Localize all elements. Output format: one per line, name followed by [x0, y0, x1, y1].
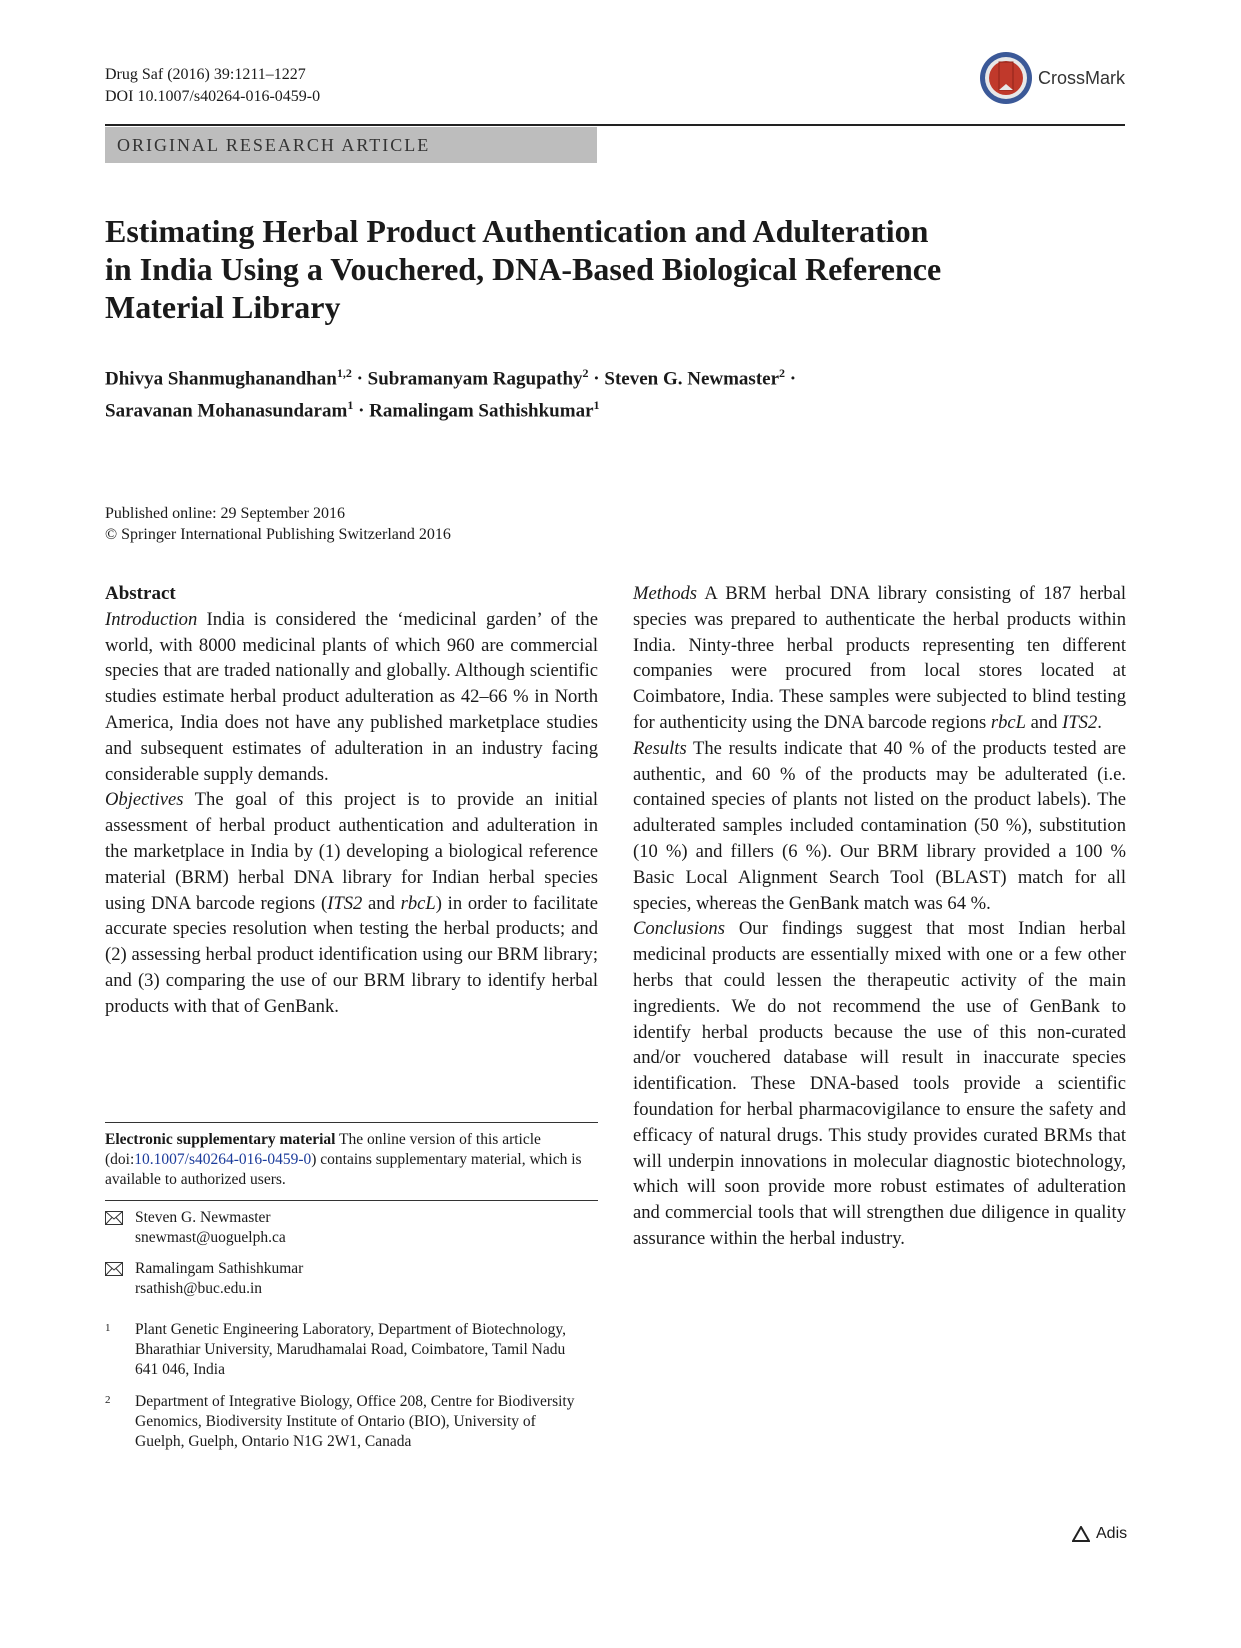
author-affiliation-sup: 1 [347, 398, 354, 413]
crossmark-badge[interactable] [978, 50, 1125, 106]
title-line: in India Using a Vouchered, DNA-Based Biological Reference [105, 251, 942, 287]
envelope-icon [105, 1262, 123, 1276]
article-type-banner: ORIGINAL RESEARCH ARTICLE [105, 127, 597, 163]
esm-text: The online version of this article (doi: [105, 1131, 541, 1168]
title-line: Material Library [105, 289, 341, 325]
affiliation [105, 1392, 585, 1452]
abstract-methods [633, 581, 1126, 736]
section-label: Objectives [105, 789, 184, 811]
publisher-name: Adis [1096, 1525, 1128, 1542]
gene-name: ITS2 [1062, 711, 1098, 733]
section-label: Introduction [105, 608, 198, 630]
contact-email[interactable]: snewmast@uoguelph.ca [135, 1229, 286, 1246]
abstract-right-column [633, 581, 1126, 1252]
corresponding-author [105, 1259, 598, 1299]
journal-line: Drug Saf (2016) 39:1211–1227 [105, 66, 306, 83]
abstract-heading: Abstract [105, 583, 176, 604]
section-label: Methods [633, 583, 698, 604]
crossmark-label: CrossMark [1038, 67, 1126, 88]
author-line-2 [105, 392, 1105, 424]
author-name[interactable]: Subramanyam Ragupathy [367, 368, 583, 390]
paper-title [105, 212, 1105, 326]
author-name[interactable]: Steven G. Newmaster [604, 368, 780, 390]
affiliation-text: Plant Genetic Engineering Laboratory, Department of Biotechnology, Bharathiar University, Marudhamalai Road, Coimbatore, Tamil Nadu 641 046, India [135, 1321, 566, 1378]
affiliation-text: Department of Integrative Biology, Office 208, Centre for Biodiversity Genomics, Biodiversity Institute of Ontario (BIO), University of Guelph, Guelph, Ontario N1G 2W1, Canada [135, 1393, 575, 1450]
abstract-conclusions [633, 916, 1126, 1251]
section-text: The results indicate that 40 % of the products tested are authentic, and 60 % of the products may be adulterated (i.e. contained species of plants not listed on the product labels). The adulterated samples included contamination (50 %), substitution (10 %) and fillers (6 %). Our BRM library provided a 100 % Basic Local Alignment Search Tool (BLAST) match for all species, whereas the GenBank match was 64 %. [633, 737, 1126, 914]
esm-label: Electronic supplementary material [105, 1131, 336, 1148]
author-list [105, 360, 1105, 425]
section-label: Results [633, 737, 687, 759]
supplementary-material-note [105, 1130, 598, 1190]
affiliation-number: 2 [105, 1394, 111, 1406]
gene-name: rbcL [990, 711, 1026, 733]
publisher-logo [1072, 1525, 1127, 1543]
author-name[interactable]: Saravanan Mohanasundaram [105, 400, 348, 422]
author-name[interactable]: Ramalingam Sathishkumar [369, 400, 594, 422]
corresponding-author [105, 1208, 598, 1248]
author-separator: · [588, 368, 605, 390]
author-line-1 [105, 360, 1105, 392]
author-affiliation-sup: 1 [593, 398, 600, 413]
author-separator: · [353, 400, 370, 422]
abstract-introduction [105, 607, 598, 788]
adis-triangle-icon [1072, 1526, 1090, 1542]
section-label: Conclusions [633, 918, 725, 940]
section-text: and [1025, 711, 1063, 733]
publication-info [105, 503, 451, 545]
section-text: Our findings suggest that most Indian herbal medicinal products are essentially mixed with one or a few other herbs that could lessen the therapeutic activity of the main ingredients. We do not recommend the use of GenBank to identify herbal products because the use of this non-curated and/or vouchered database will result in inaccurate species identification. These DNA-based tools provide a scientific foundation for herbal pharmacovigilance to ensure the safety and efficacy of natural drugs. This study provides curated BRMs that will underpin innovations in molecular diagnostic biotechnology, which will soon provide more robust estimates of adulteration and commercial tools that will strengthen due diligence in quality assurance within the herbal industry. [633, 918, 1126, 1249]
contact-name: Steven G. Newmaster [135, 1209, 271, 1226]
affiliation [105, 1320, 585, 1380]
author-affiliation-sup: 2 [779, 366, 786, 380]
contact-name: Ramalingam Sathishkumar [135, 1260, 304, 1277]
footnote-rule [105, 1122, 598, 1123]
esm-text: ) contains supplementary material, which is available to authorized users. [105, 1151, 582, 1188]
contact-email[interactable]: rsathish@buc.edu.in [135, 1280, 263, 1297]
section-text: ) in order to facilitate accurate species resolution when testing the herbal products; and (2) assessing herbal product identification using our BRM library; and (3) comparing the use of our BRM library to identify herbal products with that of GenBank. [105, 892, 598, 1017]
gene-name: rbcL [400, 892, 436, 914]
author-name[interactable]: Dhivya Shanmughanandhan [105, 368, 337, 390]
section-text: . [1097, 711, 1102, 733]
gene-name: ITS2 [327, 892, 363, 914]
abstract-left-column [105, 581, 598, 1020]
footnote-rule [105, 1200, 598, 1201]
author-separator: · [785, 368, 797, 390]
abstract-objectives [105, 787, 598, 1019]
section-text: A BRM herbal DNA library consisting of 187 herbal species was prepared to authenticate the herbal products within India. Ninty-three herbal products representing ten different companies were procured from local stores located at Coimbatore, India. These samples were subjected to blind testing for authenticity using the DNA barcode regions [633, 583, 1126, 733]
author-affiliation-sup: 2 [582, 366, 589, 380]
section-text: India is considered the ‘medicinal garden’ of the world, with 8000 medicinal plants of which 960 are commercial species that are traded nationally and globally. Although scientific studies estimate herbal product adulteration as 42–66 % in North America, India does not have any published marketplace studies and subsequent estimates of adulteration in an industry facing considerable supply demands. [105, 608, 598, 785]
doi-line: DOI 10.1007/s40264-016-0459-0 [105, 88, 321, 105]
author-affiliation-sup: 1,2 [336, 366, 352, 380]
header-rule [105, 124, 1125, 126]
copyright-line: © Springer International Publishing Switzerland 2016 [105, 526, 451, 543]
affiliation-number: 1 [105, 1322, 111, 1334]
crossmark-icon [978, 50, 1034, 106]
journal-citation [105, 64, 320, 108]
envelope-icon [105, 1211, 123, 1225]
published-date: Published online: 29 September 2016 [105, 505, 345, 522]
title-line: Estimating Herbal Product Authentication and Adulteration [105, 213, 929, 249]
author-separator: · [351, 368, 368, 390]
section-text: and [362, 892, 401, 914]
section-text: The goal of this project is to provide an initial assessment of herbal product authentication and adulteration in the marketplace in India by (1) developing a biological reference material (BRM) herbal DNA library for Indian herbal species using DNA barcode regions ( [105, 789, 598, 914]
doi-link[interactable]: 10.1007/s40264-016-0459-0 [134, 1151, 312, 1168]
abstract-results [633, 736, 1126, 917]
